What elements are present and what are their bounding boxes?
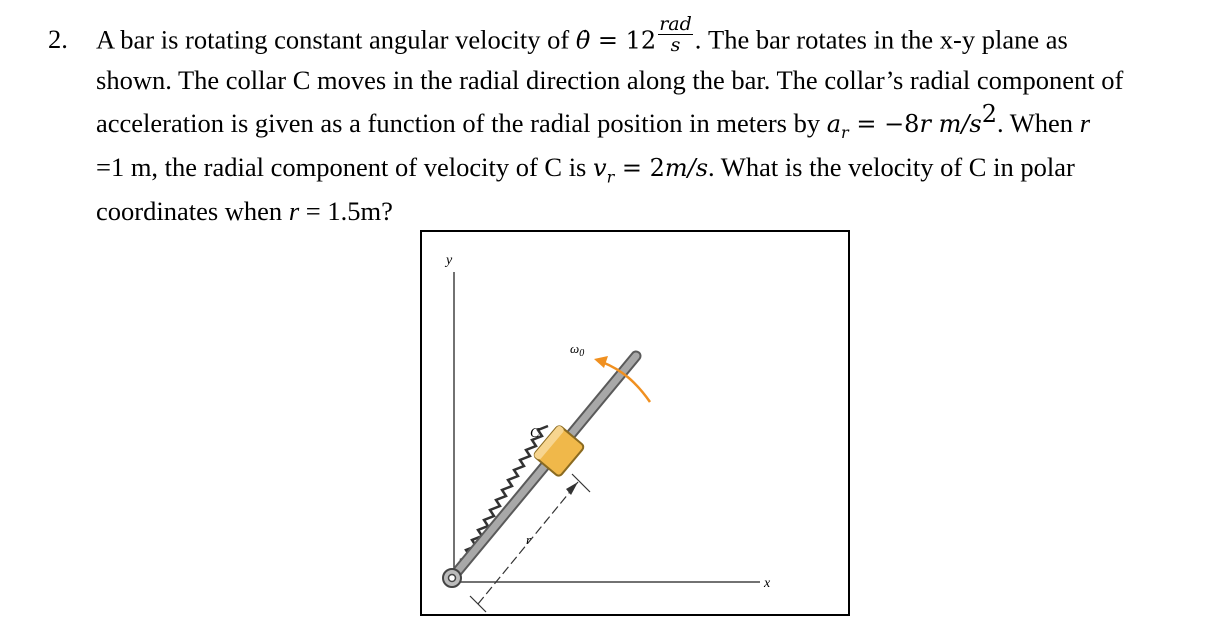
problem-line-1 [96, 13, 1216, 63]
ar-unit: m/s [930, 109, 982, 138]
line5-r: r [288, 196, 300, 227]
collar-label: C [530, 426, 540, 441]
vr-equals: = 2 [614, 154, 665, 183]
line4-text-a: =1 m, the radial component of velocity of C is [96, 152, 593, 183]
ar-symbol: a [826, 109, 842, 138]
figure-drawing [422, 232, 848, 614]
y-axis-label: y [446, 253, 453, 268]
fraction-numerator: rad [659, 13, 692, 35]
units-fraction [658, 14, 693, 55]
line1-text-a: A bar is rotating constant angular velocity of [96, 24, 576, 55]
line3-text-b: . When [997, 107, 1080, 138]
vr-unit: m/s [664, 154, 709, 183]
line3-text-a: acceleration is given as a function of the radial position in meters by [96, 107, 827, 138]
bar-collar-figure [420, 230, 850, 616]
ar-equals: = −8 [848, 109, 920, 138]
problem-line-3 [96, 97, 1216, 150]
r-arrowhead-icon [566, 482, 578, 495]
ar-r: r [919, 109, 931, 138]
problem-line-2: shown. The collar C moves in the radial direction along the bar. The collar’s radial component of [96, 65, 1124, 95]
line3-r: r [1079, 107, 1091, 138]
problem-line-4 [96, 150, 1216, 194]
line5-text-a: coordinates when [96, 196, 289, 227]
problem-body [96, 13, 1216, 228]
line5-text-b: = 1.5m? [299, 196, 393, 227]
spring-icon [460, 426, 548, 560]
x-axis-label: x [764, 576, 771, 591]
problem-line-5 [96, 194, 1216, 228]
ar-exponent: 2 [981, 100, 998, 128]
problem-number: 2. [48, 24, 68, 54]
vr-subscript: r [606, 167, 615, 187]
fraction-denominator: s [658, 34, 693, 55]
vr-symbol: v [593, 154, 607, 183]
theta-dot-symbol: θ̇ [575, 26, 591, 55]
angular-velocity-value: = 12 [590, 26, 657, 55]
rotating-bar [452, 356, 636, 578]
ar-subscript: r [841, 123, 849, 143]
line4-text-b: . What is the velocity of C in polar [708, 152, 1075, 183]
omega-label: $\omega_0$ [570, 341, 585, 359]
line1-text-b: . The bar rotates in the x-y plane as [694, 24, 1068, 55]
r-label: r [526, 532, 532, 547]
